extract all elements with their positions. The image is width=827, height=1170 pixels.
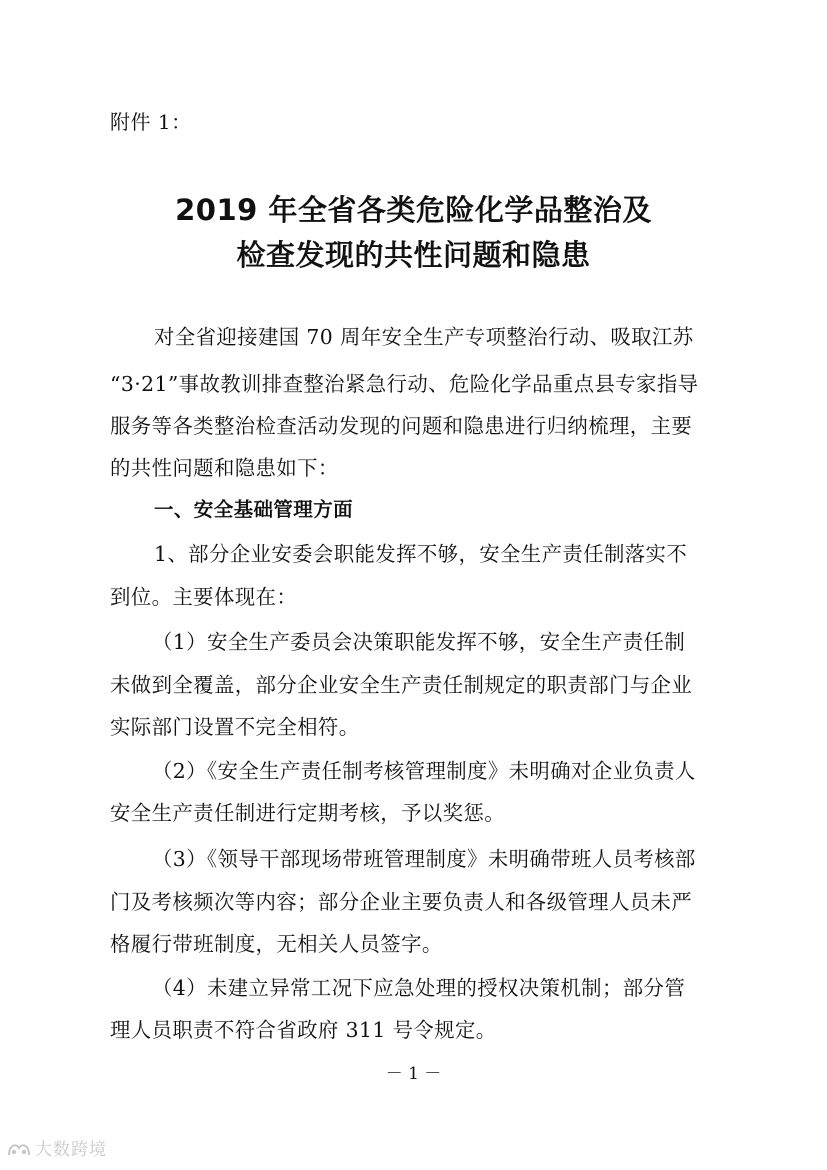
section-heading: 一、安全基础管理方面 [154,498,354,521]
sub4-line-2: 理人员职责不符合省政府 311 号令规定。 [110,1018,497,1042]
sub1-line-3: 实际部门设置不完全相符。 [110,715,360,739]
intro-line-2: “3·21”事故教训排查整治紧急行动、危险化学品重点县专家指导 [110,372,699,396]
document-title-line-2: 检查发现的共性问题和隐患 [236,238,591,272]
attachment-label: 附件 1： [110,110,192,134]
intro-line-3: 服务等各类整治检查活动发现的问题和隐患进行归纳梳理，主要 [110,414,693,438]
sub1-line-2: 未做到全覆盖，部分企业安全生产责任制规定的职责部门与企业 [110,673,693,697]
sub3-line-2: 门及考核频次等内容；部分企业主要负责人和各级管理人员未严 [110,890,693,914]
item1-line-1: 1、部分企业安委会职能发挥不够，安全生产责任制落实不 [154,542,688,566]
intro-line-4: 的共性问题和隐患如下： [110,456,339,480]
sub4-line-1: （4）未建立异常工况下应急处理的授权决策机制；部分管 [152,976,686,1000]
sub1-line-1: （1）安全生产委员会决策职能发挥不够，安全生产责任制 [152,630,686,654]
watermark [6,1138,107,1162]
sub3-line-3: 格履行带班制度，无相关人员签字。 [110,932,443,956]
watermark-logo-icon [6,1141,32,1159]
page-number: － 1 － [385,1064,442,1084]
document-title-line-1: 2019 年全省各类危险化学品整治及 [175,193,652,227]
sub3-line-1: （3）《领导干部现场带班管理制度》未明确带班人员考核部 [152,847,696,871]
watermark-text: 大数跨境 [35,1140,107,1160]
intro-line-1: 对全省迎接建国 70 周年安全生产专项整治行动、吸取江苏 [154,325,694,349]
sub2-line-2: 安全生产责任制进行定期考核，予以奖惩。 [110,801,506,825]
sub2-line-1: （2）《安全生产责任制考核管理制度》未明确对企业负责人 [152,759,696,783]
item1-line-2: 到位。主要体现在： [110,585,298,609]
